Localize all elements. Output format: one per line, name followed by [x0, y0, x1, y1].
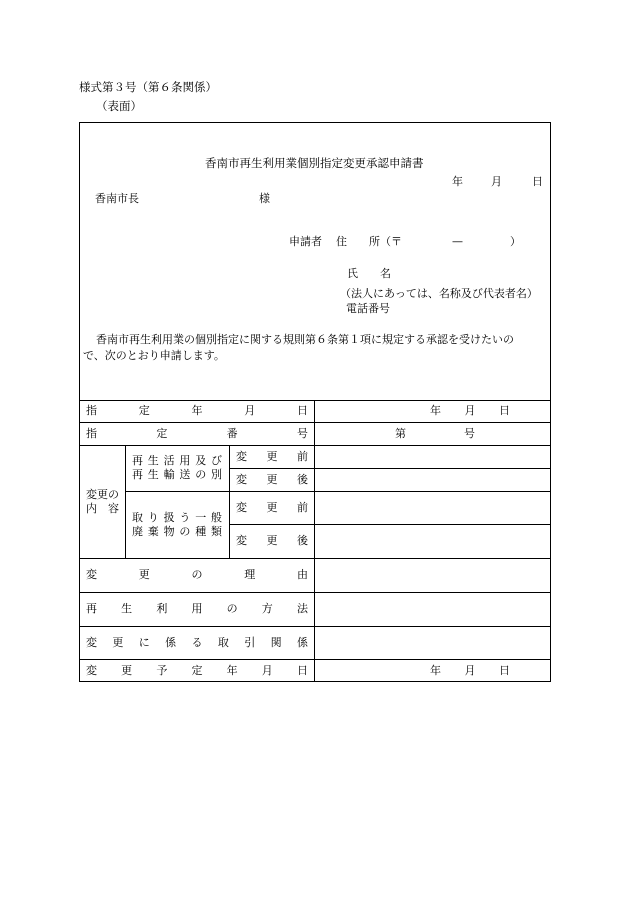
waste-after-label: 変 更 後: [236, 534, 308, 548]
corp-note: （法人にあっては、名称及び代表者名）: [340, 287, 538, 300]
address-label: 住 所（〒: [336, 235, 402, 248]
body-text-line1: 香南市再生利用業の個別指定に関する規則第６条第１項に規定する承認を受けたいの: [96, 333, 514, 346]
name-label: 氏 名: [347, 267, 391, 280]
table-line: [314, 400, 315, 682]
table-line: [125, 445, 126, 558]
designation-date-value: 年 月 日: [430, 404, 510, 418]
table-line: [229, 445, 230, 558]
date-day: 日: [532, 175, 543, 188]
planned-date-value: 年 月 日: [430, 663, 510, 677]
planned-date-label: 変 更 予 定 年 月 日: [86, 663, 308, 677]
reuse-before-label: 変 更 前: [236, 449, 308, 463]
date-month: 月: [491, 175, 502, 188]
addressee: 香南市長: [95, 192, 139, 205]
document-title: 香南市再生利用業個別指定変更承認申請書: [205, 156, 424, 170]
applicant-label: 申請者: [289, 235, 322, 248]
side-label: （表面）: [96, 99, 142, 113]
reuse-transport-label: 再 生 活 用 及 び 再 生 輸 送 の 別: [132, 454, 222, 481]
application-date: [452, 176, 543, 187]
waste-type-label: 取 り 扱 う 一 般 廃 棄 物 の 種 類: [132, 510, 222, 538]
honorific: 様: [259, 192, 270, 205]
waste-before-label: 変 更 前: [236, 500, 308, 514]
reuse-after-label: 変 更 後: [236, 472, 308, 486]
designation-date-label: 指 定 年 月 日: [86, 404, 308, 418]
change-reason-label: 変 更 の 理 由: [86, 568, 308, 582]
reuse-method-label: 再 生 利 用 の 方 法: [86, 602, 308, 616]
designation-number-label: 指 定 番 号: [86, 426, 308, 440]
form-number: 様式第３号（第６条関係）: [79, 80, 217, 94]
change-content-label: 変更の 内 容: [86, 487, 119, 515]
body-text-line2: で、次のとおり申請します。: [83, 349, 225, 362]
postal-dash: —: [452, 235, 463, 248]
designation-number-value: 第 号: [395, 426, 475, 440]
phone-label: 電話番号: [346, 302, 390, 315]
trade-relation-label: 変 更 に 係 る 取 引 関 係: [86, 635, 308, 649]
date-year: 年: [452, 175, 463, 188]
address-close: ）: [510, 235, 521, 248]
